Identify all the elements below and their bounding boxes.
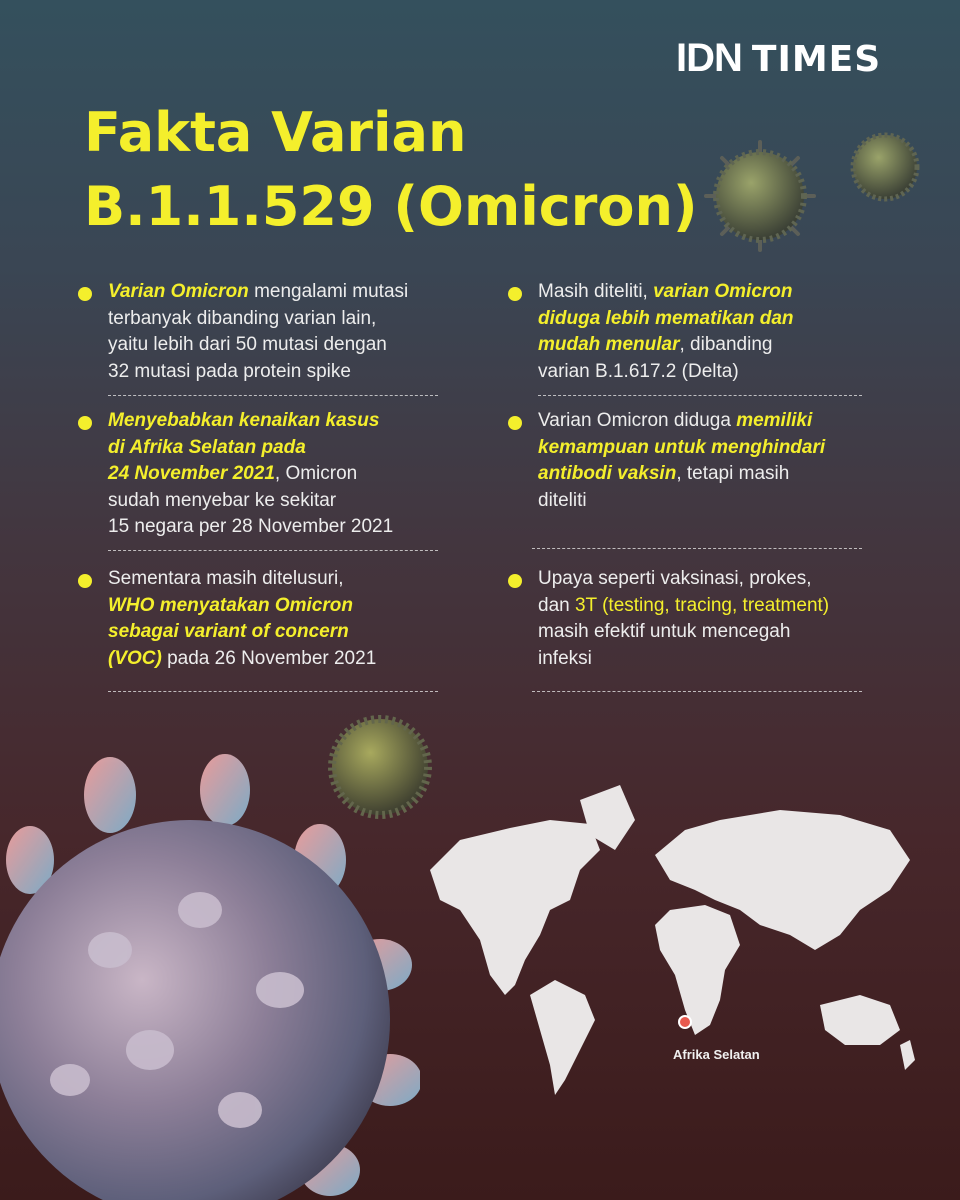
brand-logo-part1: IDN [676,36,742,80]
bullet-dot [508,287,522,301]
fact-item-vaccine-escape [538,408,825,514]
fact-highlight: (VOC) [108,647,162,669]
brand-logo-part2: TIMES [751,39,882,80]
fact-text: 32 mutasi pada protein spike [108,360,351,382]
fact-text: sudah menyebar ke sekitar [108,489,337,511]
fact-text: dan [538,594,575,616]
fact-item-mutations [108,279,408,385]
fact-highlight: varian Omicron [653,281,793,302]
fact-text: , dibanding [679,334,773,355]
virus-icon-large-top [700,136,820,256]
fact-highlight: antibodi vaksin [538,463,677,484]
fact-item-deadlier [538,279,794,385]
bullet-dot [508,574,522,588]
bullet-dot [508,416,522,430]
coronavirus-illustration [0,750,420,1200]
divider [108,395,438,396]
virus-icon-small-top [846,128,924,206]
fact-highlight: memiliki [736,410,813,431]
divider [108,691,438,692]
fact-text: Varian Omicron diduga [538,410,737,431]
divider [538,395,862,396]
fact-text: Masih diteliti, [538,281,654,302]
fact-text: Sementara masih ditelusuri, [108,568,344,589]
fact-text: yaitu lebih dari 50 mutasi dengan [108,334,387,355]
divider [532,691,862,692]
title-line-1: Fakta Varian [84,101,467,164]
bullet-dot [78,287,92,301]
divider [532,548,862,549]
fact-text: terbanyak dibanding varian lain, [108,307,377,329]
bullet-dot [78,574,92,588]
fact-text: mengalami mutasi [248,281,409,302]
fact-text: masih efektif untuk mencegah [538,621,791,642]
title-line-2: B.1.1.529 (Omicron) [84,175,698,238]
divider [108,550,438,551]
fact-highlight: Menyebabkan kenaikan kasus [108,410,380,431]
fact-highlight: di Afrika Selatan pada [108,436,306,458]
brand-logo [676,36,881,81]
fact-text: Upaya seperti vaksinasi, prokes, [538,568,812,589]
bullet-dot [78,416,92,430]
fact-highlight: WHO menyatakan Omicron [108,594,353,616]
fact-text: infeksi [538,647,592,669]
fact-highlight: diduga lebih mematikan dan [538,307,794,329]
map-location-label: Afrika Selatan [673,1047,760,1062]
fact-text: diteliti [538,489,587,511]
fact-highlight: Varian Omicron [108,281,249,302]
fact-highlight: 24 November 2021 [108,463,275,484]
fact-item-who-voc [108,566,376,672]
fact-highlight: 3T (testing, tracing, treatment) [574,594,830,616]
fact-text: 15 negara per 28 November 2021 [108,516,394,537]
fact-item-spread [108,408,393,541]
fact-highlight: mudah menular [538,334,680,355]
fact-item-prevention [538,566,829,672]
location-marker-icon [679,1016,691,1028]
fact-highlight: kemampuan untuk menghindari [538,436,826,458]
fact-highlight: sebagai variant of concern [108,621,349,642]
fact-text: pada 26 November 2021 [161,647,377,669]
fact-text: , Omicron [274,463,358,484]
fact-text: , tetapi masih [676,463,790,484]
fact-text: varian B.1.617.2 (Delta) [538,360,739,382]
page-title [84,96,698,244]
